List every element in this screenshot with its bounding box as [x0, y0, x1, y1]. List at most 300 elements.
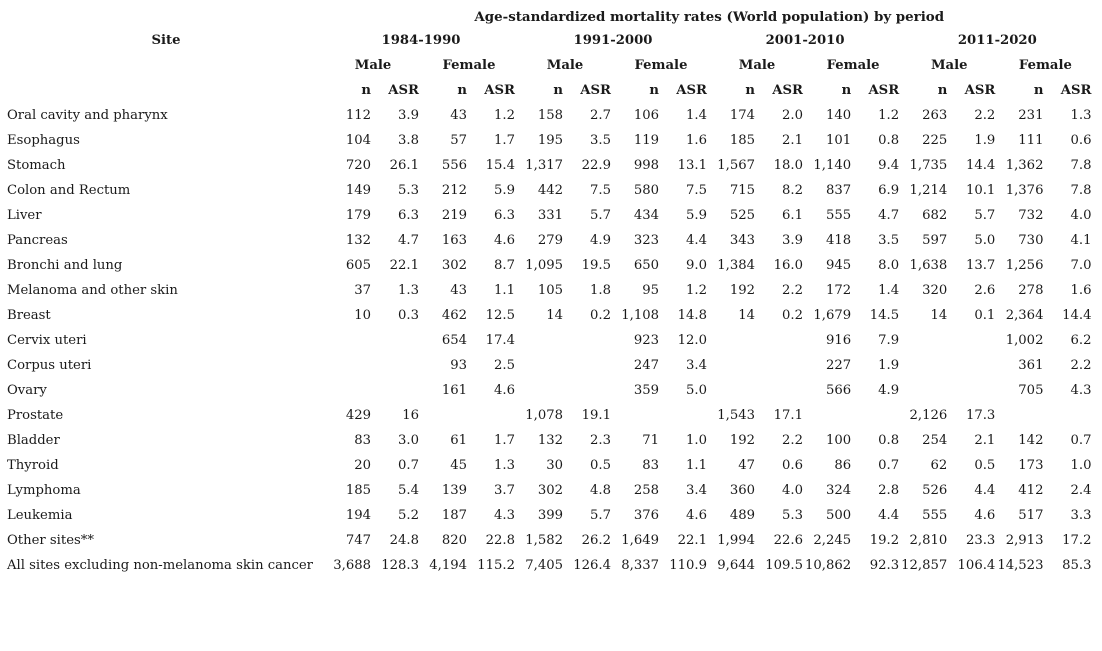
count-cell: 998: [633, 158, 659, 173]
sex-header: Female: [826, 58, 880, 73]
asr-cell: 14.8: [677, 308, 707, 323]
asr-cell: 22.6: [773, 533, 803, 548]
count-cell: 61: [450, 433, 467, 448]
mortality-table: [2, 6, 1093, 578]
count-cell: 1,214: [909, 183, 948, 198]
asr-cell: 6.3: [494, 208, 515, 223]
count-cell: 254: [922, 433, 948, 448]
asr-cell: 2.5: [494, 358, 515, 373]
count-cell: 732: [1018, 208, 1044, 223]
col-n-header: n: [649, 83, 659, 98]
asr-cell: 3.9: [782, 233, 803, 248]
col-n-header: n: [937, 83, 948, 98]
asr-cell: 22.8: [485, 533, 515, 548]
site-name: Oral cavity and pharynx: [7, 108, 168, 123]
asr-cell: 1.9: [878, 358, 900, 373]
count-cell: 418: [825, 233, 852, 248]
asr-cell: 128.3: [381, 558, 419, 573]
asr-cell: 7.9: [878, 333, 900, 348]
count-cell: [709, 378, 757, 403]
asr-cell: 7.5: [686, 183, 707, 198]
asr-cell: 18.0: [773, 158, 803, 173]
period-header: 1991-2000: [573, 33, 653, 48]
count-cell: 101: [825, 133, 852, 148]
asr-cell: 6.2: [1070, 333, 1092, 348]
asr-cell: [373, 378, 421, 403]
count-cell: 837: [825, 183, 852, 198]
asr-cell: 3.4: [686, 358, 707, 373]
asr-cell: 16.0: [773, 258, 803, 273]
count-cell: [325, 328, 373, 353]
site-name: Corpus uteri: [7, 358, 92, 373]
site-name: Cervix uteri: [7, 333, 87, 348]
count-cell: 86: [834, 458, 852, 473]
asr-cell: 0.2: [590, 308, 611, 323]
table-row: [2, 378, 1093, 403]
count-cell: 517: [1018, 508, 1044, 523]
asr-cell: 14.4: [965, 158, 996, 173]
asr-cell: 7.0: [1070, 258, 1092, 273]
asr-cell: 1.7: [494, 433, 515, 448]
sex-header: Female: [1018, 58, 1072, 73]
count-cell: 923: [633, 333, 659, 348]
asr-cell: 1.0: [1070, 458, 1092, 473]
table-row: [2, 353, 1093, 378]
count-cell: 14: [546, 308, 563, 323]
count-cell: [325, 378, 373, 403]
count-cell: 2,913: [1005, 533, 1044, 548]
count-cell: 916: [825, 333, 852, 348]
asr-cell: 4.7: [398, 233, 419, 248]
count-cell: [805, 403, 853, 428]
count-cell: 376: [633, 508, 659, 523]
sex-header: Female: [634, 58, 688, 73]
count-cell: 1,002: [1005, 333, 1044, 348]
asr-cell: 0.5: [590, 458, 611, 473]
asr-cell: 5.0: [974, 233, 996, 248]
asr-cell: 5.7: [590, 508, 611, 523]
asr-cell: 1.2: [494, 108, 515, 123]
asr-cell: 14.4: [1062, 308, 1092, 323]
asr-cell: 4.6: [494, 233, 515, 248]
period-header: 2011-2020: [957, 33, 1037, 48]
count-cell: [997, 403, 1045, 428]
col-asr-header: ASR: [484, 83, 515, 98]
asr-cell: [469, 403, 517, 428]
asr-cell: 3.9: [398, 108, 419, 123]
count-cell: 10,862: [805, 558, 852, 573]
asr-cell: 0.3: [398, 308, 419, 323]
asr-cell: 5.2: [398, 508, 419, 523]
count-cell: 132: [537, 433, 563, 448]
count-cell: 14: [738, 308, 755, 323]
asr-cell: 2.2: [1070, 358, 1092, 373]
count-cell: 95: [642, 283, 659, 298]
asr-cell: 9.0: [686, 258, 707, 273]
count-cell: 1,567: [717, 158, 755, 173]
asr-cell: 5.4: [398, 483, 419, 498]
count-cell: [901, 353, 949, 378]
asr-cell: 22.1: [389, 258, 419, 273]
count-cell: 555: [922, 508, 948, 523]
table-row: [2, 453, 1093, 478]
count-cell: 654: [441, 333, 467, 348]
site-name: Leukemia: [7, 508, 73, 523]
count-cell: 219: [441, 208, 467, 223]
asr-cell: 1.9: [974, 133, 996, 148]
asr-cell: 12.5: [485, 308, 515, 323]
asr-cell: 19.5: [581, 258, 611, 273]
asr-cell: 6.1: [782, 208, 803, 223]
count-cell: 174: [729, 108, 755, 123]
asr-cell: [565, 378, 613, 403]
table-row: [2, 528, 1093, 553]
count-cell: 1,649: [621, 533, 659, 548]
site-name: Breast: [7, 308, 51, 323]
count-cell: 4,194: [429, 558, 467, 573]
count-cell: 361: [1018, 358, 1044, 373]
count-cell: 1,376: [1005, 183, 1044, 198]
asr-cell: 1.1: [494, 283, 515, 298]
count-cell: [517, 353, 565, 378]
count-cell: 263: [922, 108, 948, 123]
site-name: Bronchi and lung: [7, 258, 123, 273]
asr-cell: 1.4: [686, 108, 707, 123]
asr-cell: 4.9: [878, 383, 900, 398]
count-cell: 192: [729, 283, 755, 298]
count-cell: 12,857: [901, 558, 948, 573]
asr-cell: 7.5: [590, 183, 611, 198]
count-cell: 1,994: [717, 533, 755, 548]
count-cell: 720: [345, 158, 371, 173]
count-cell: 142: [1018, 433, 1044, 448]
count-cell: 525: [729, 208, 755, 223]
asr-cell: 13.1: [677, 158, 707, 173]
caption-row: [2, 6, 1093, 28]
asr-cell: 22.9: [581, 158, 611, 173]
count-cell: 227: [825, 358, 852, 373]
count-cell: 580: [633, 183, 659, 198]
count-cell: [421, 403, 469, 428]
asr-cell: 1.0: [686, 433, 707, 448]
asr-cell: 5.3: [782, 508, 803, 523]
col-n-header: n: [553, 83, 563, 98]
count-cell: 258: [633, 483, 659, 498]
count-cell: 158: [537, 108, 563, 123]
count-cell: 343: [729, 233, 755, 248]
count-cell: 10: [354, 308, 371, 323]
count-cell: 1,582: [525, 533, 563, 548]
count-cell: 412: [1018, 483, 1044, 498]
asr-cell: 2.1: [782, 133, 803, 148]
asr-cell: 4.6: [974, 508, 996, 523]
count-cell: [325, 353, 373, 378]
asr-cell: 85.3: [1062, 558, 1092, 573]
asr-cell: 0.6: [782, 458, 803, 473]
asr-cell: 12.0: [677, 333, 707, 348]
asr-cell: [373, 353, 421, 378]
count-cell: 140: [825, 108, 852, 123]
count-cell: 132: [345, 233, 371, 248]
asr-cell: 1.3: [494, 458, 515, 473]
count-cell: 500: [825, 508, 852, 523]
asr-cell: 8.7: [494, 258, 515, 273]
col-asr-header: ASR: [580, 83, 611, 98]
asr-cell: 4.4: [878, 508, 900, 523]
table-row: [2, 478, 1093, 503]
col-asr-header: ASR: [1060, 83, 1092, 98]
asr-cell: 4.4: [974, 483, 996, 498]
asr-cell: 92.3: [869, 558, 900, 573]
count-cell: 105: [537, 283, 563, 298]
asr-cell: 3.5: [590, 133, 611, 148]
asr-cell: 4.1: [1070, 233, 1092, 248]
asr-cell: 2.7: [590, 108, 611, 123]
asr-cell: [565, 353, 613, 378]
count-cell: 442: [537, 183, 563, 198]
count-cell: 104: [345, 133, 371, 148]
table-row: [2, 303, 1093, 328]
table-row: [2, 503, 1093, 528]
table-row: [2, 153, 1093, 178]
table-row: [2, 428, 1093, 453]
table-row: [2, 178, 1093, 203]
sex-header: Male: [546, 58, 584, 73]
count-cell: 324: [825, 483, 852, 498]
site-name: Bladder: [7, 433, 60, 448]
count-cell: 83: [354, 433, 371, 448]
count-cell: 30: [546, 458, 563, 473]
count-cell: 279: [537, 233, 563, 248]
asr-cell: 5.3: [398, 183, 419, 198]
count-cell: 1,362: [1005, 158, 1044, 173]
col-asr-header: ASR: [676, 83, 707, 98]
table-row: [2, 278, 1093, 303]
table-row: [2, 203, 1093, 228]
count-cell: 747: [345, 533, 371, 548]
asr-cell: 8.0: [878, 258, 900, 273]
asr-cell: 7.8: [1070, 158, 1092, 173]
asr-cell: 0.8: [878, 433, 900, 448]
count-cell: 556: [441, 158, 467, 173]
asr-cell: 4.0: [1070, 208, 1092, 223]
count-cell: 185: [729, 133, 755, 148]
asr-cell: [757, 353, 805, 378]
asr-cell: 1.7: [494, 133, 515, 148]
asr-cell: 17.2: [1062, 533, 1092, 548]
asr-cell: 13.7: [965, 258, 996, 273]
asr-cell: 0.7: [398, 458, 419, 473]
count-cell: 9,644: [717, 558, 755, 573]
asr-cell: 4.0: [782, 483, 803, 498]
asr-cell: 1.3: [398, 283, 419, 298]
col-asr-header: ASR: [388, 83, 419, 98]
asr-cell: 24.8: [389, 533, 419, 548]
count-cell: 247: [633, 358, 659, 373]
asr-cell: 19.2: [869, 533, 900, 548]
count-cell: 119: [633, 133, 659, 148]
asr-cell: 0.5: [974, 458, 996, 473]
asr-cell: 1.6: [686, 133, 707, 148]
count-cell: 179: [345, 208, 371, 223]
count-cell: 526: [922, 483, 948, 498]
count-cell: 195: [537, 133, 563, 148]
asr-cell: 7.8: [1070, 183, 1092, 198]
asr-cell: 2.0: [782, 108, 803, 123]
count-cell: 111: [1018, 133, 1044, 148]
count-cell: 7,405: [525, 558, 563, 573]
sex-header: Female: [442, 58, 496, 73]
asr-cell: 17.1: [773, 408, 803, 423]
count-cell: 173: [1018, 458, 1044, 473]
period-header: 2001-2010: [765, 33, 845, 48]
count-cell: 566: [825, 383, 852, 398]
count-cell: 945: [825, 258, 852, 273]
asr-cell: 2.4: [1070, 483, 1092, 498]
site-name: Thyroid: [7, 458, 59, 473]
asr-cell: 0.6: [1070, 133, 1092, 148]
asr-cell: [565, 328, 613, 353]
count-cell: 14,523: [997, 558, 1044, 573]
asr-cell: 5.0: [686, 383, 707, 398]
asr-cell: [949, 353, 997, 378]
count-cell: [517, 378, 565, 403]
sex-header: Male: [738, 58, 776, 73]
count-cell: 37: [354, 283, 371, 298]
asr-cell: 2.2: [974, 108, 996, 123]
count-cell: 106: [633, 108, 659, 123]
count-cell: 185: [345, 483, 371, 498]
asr-cell: 9.4: [878, 158, 900, 173]
count-cell: [709, 353, 757, 378]
col-asr-header: ASR: [868, 83, 900, 98]
asr-cell: 8.2: [782, 183, 803, 198]
asr-cell: 4.8: [590, 483, 611, 498]
count-cell: 1,078: [525, 408, 563, 423]
count-cell: 597: [922, 233, 948, 248]
asr-cell: [661, 403, 709, 428]
asr-cell: 5.7: [974, 208, 996, 223]
asr-cell: [757, 378, 805, 403]
asr-cell: 23.3: [965, 533, 996, 548]
count-cell: 43: [450, 283, 467, 298]
asr-cell: 4.9: [590, 233, 611, 248]
column-header-row: [2, 78, 1093, 103]
count-cell: 83: [642, 458, 659, 473]
asr-cell: [1045, 403, 1093, 428]
count-cell: 359: [633, 383, 659, 398]
count-cell: 1,317: [525, 158, 563, 173]
asr-cell: [757, 328, 805, 353]
col-asr-header: ASR: [964, 83, 996, 98]
count-cell: 489: [729, 508, 755, 523]
asr-cell: 3.3: [1070, 508, 1092, 523]
asr-cell: 15.4: [485, 158, 515, 173]
asr-cell: 3.0: [398, 433, 419, 448]
asr-cell: 17.3: [965, 408, 996, 423]
count-cell: 112: [345, 108, 371, 123]
col-n-header: n: [841, 83, 852, 98]
count-cell: 14: [930, 308, 948, 323]
site-name: Esophagus: [7, 133, 80, 148]
asr-cell: 1.1: [686, 458, 707, 473]
count-cell: 45: [450, 458, 467, 473]
col-n-header: n: [361, 83, 371, 98]
count-cell: [709, 328, 757, 353]
count-cell: 225: [922, 133, 948, 148]
count-cell: 1,638: [909, 258, 948, 273]
count-cell: 62: [930, 458, 948, 473]
asr-cell: 2.6: [974, 283, 996, 298]
count-cell: 212: [441, 183, 467, 198]
asr-cell: 1.2: [878, 108, 900, 123]
table-row: [2, 553, 1093, 578]
count-cell: 434: [633, 208, 659, 223]
site-name: Other sites**: [7, 533, 94, 548]
site-name: All sites excluding non-melanoma skin cancer: [7, 558, 313, 573]
col-n-header: n: [1033, 83, 1044, 98]
count-cell: 172: [825, 283, 852, 298]
asr-cell: [853, 403, 901, 428]
count-cell: 47: [738, 458, 755, 473]
asr-cell: 4.3: [1070, 383, 1092, 398]
asr-cell: 126.4: [573, 558, 611, 573]
asr-cell: 1.3: [1070, 108, 1092, 123]
col-n-header: n: [457, 83, 467, 98]
count-cell: 20: [354, 458, 371, 473]
asr-cell: 14.5: [869, 308, 900, 323]
count-cell: 331: [537, 208, 563, 223]
asr-cell: 6.3: [398, 208, 419, 223]
site-header: Site: [151, 33, 181, 48]
table-body: [2, 103, 1093, 578]
table-row: [2, 328, 1093, 353]
count-cell: 715: [729, 183, 755, 198]
count-cell: 1,543: [717, 408, 755, 423]
table-row: [2, 128, 1093, 153]
count-cell: 1,384: [717, 258, 755, 273]
asr-cell: 26.1: [389, 158, 419, 173]
count-cell: 278: [1018, 283, 1044, 298]
period-header-row: [2, 28, 1093, 53]
asr-cell: 115.2: [477, 558, 515, 573]
count-cell: 730: [1018, 233, 1044, 248]
count-cell: 1,140: [813, 158, 852, 173]
count-cell: 161: [441, 383, 467, 398]
sex-header: Male: [930, 58, 968, 73]
count-cell: 1,735: [909, 158, 948, 173]
count-cell: 1,108: [621, 308, 659, 323]
asr-cell: 5.9: [686, 208, 707, 223]
count-cell: 187: [441, 508, 467, 523]
count-cell: 429: [345, 408, 371, 423]
count-cell: 149: [345, 183, 371, 198]
site-name: Stomach: [7, 158, 66, 173]
asr-cell: 10.1: [965, 183, 996, 198]
count-cell: [901, 328, 949, 353]
count-cell: 163: [441, 233, 467, 248]
asr-cell: 22.1: [677, 533, 707, 548]
asr-cell: 5.9: [494, 183, 515, 198]
count-cell: 360: [729, 483, 755, 498]
asr-cell: 106.4: [957, 558, 996, 573]
count-cell: 605: [345, 258, 371, 273]
site-name: Colon and Rectum: [7, 183, 131, 198]
count-cell: 71: [642, 433, 659, 448]
asr-cell: 3.4: [686, 483, 707, 498]
asr-cell: 19.1: [581, 408, 611, 423]
asr-cell: [949, 328, 997, 353]
